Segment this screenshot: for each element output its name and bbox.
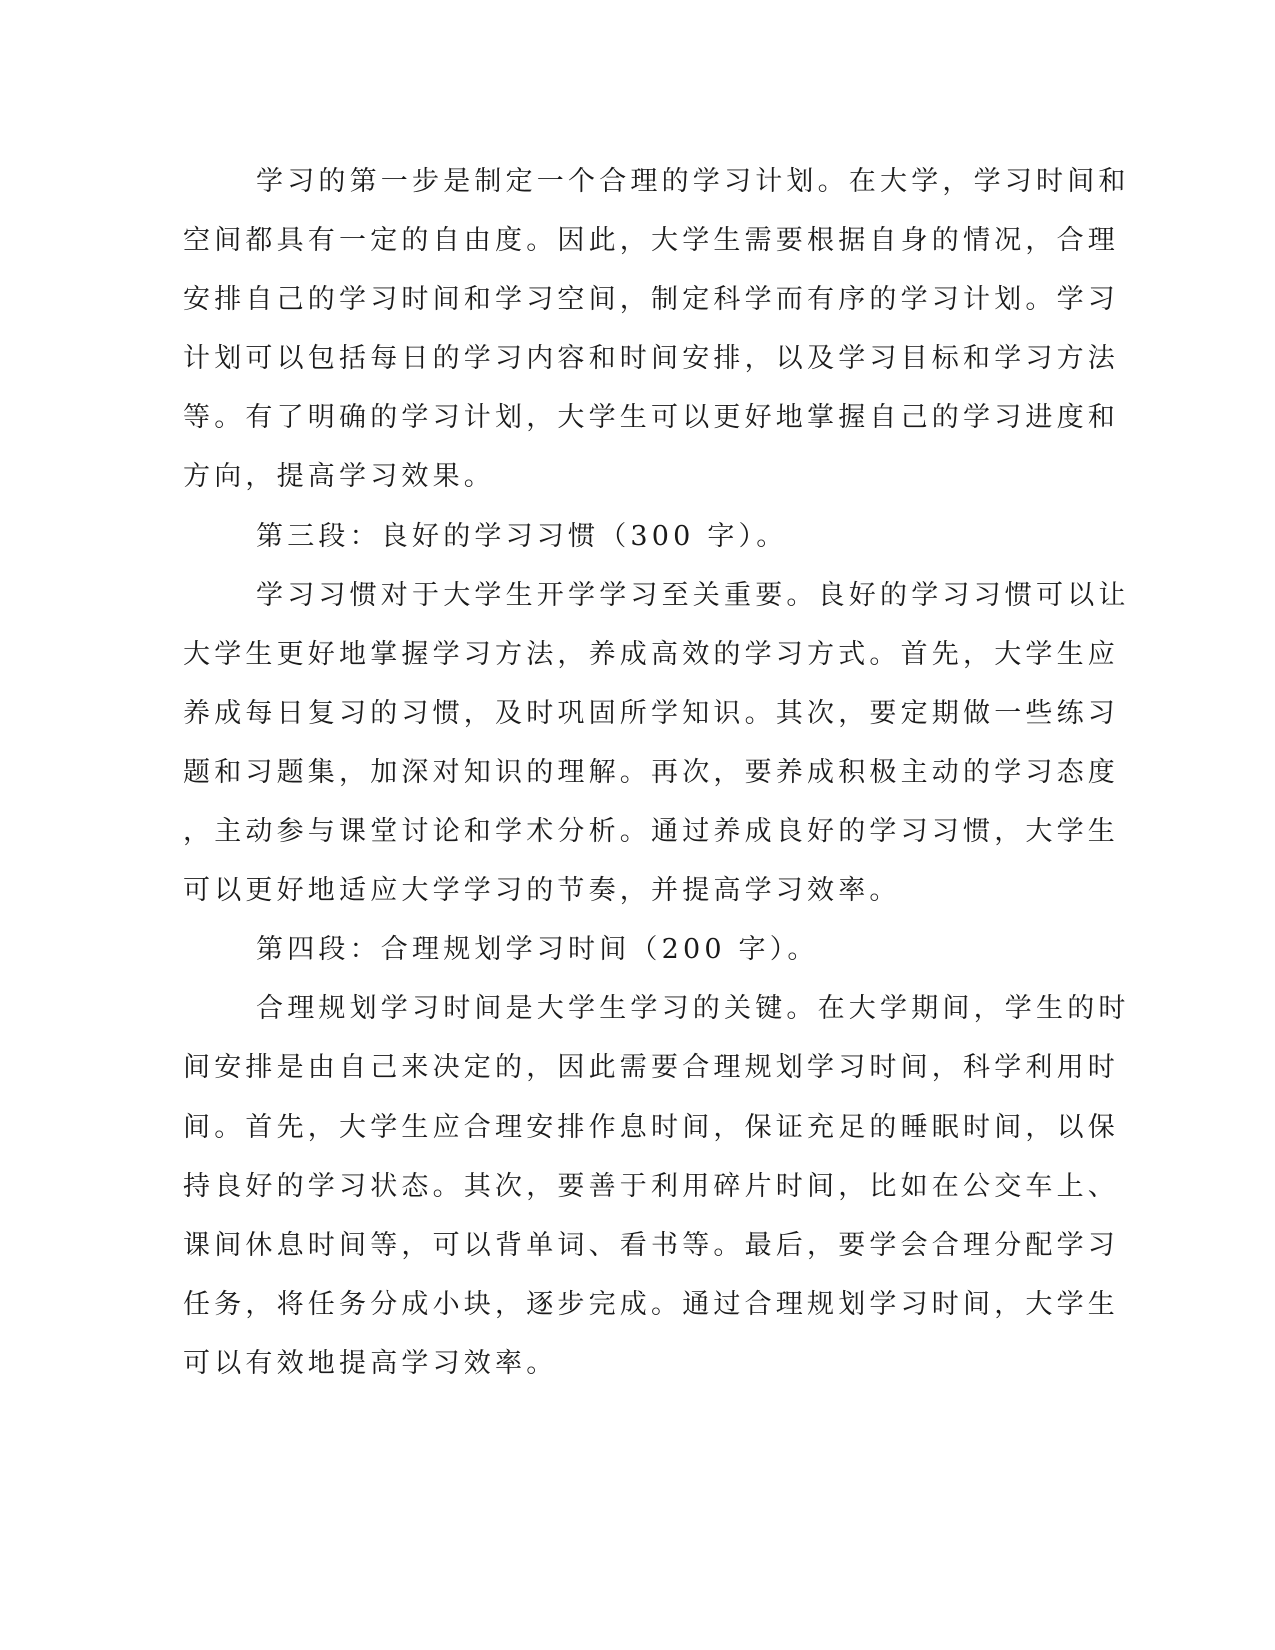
paragraph-line: 等。有了明确的学习计划，大学生可以更好地掌握自己的学习进度和 [183, 402, 1119, 434]
paragraph-line: 持良好的学习状态。其次，要善于利用碎片时间，比如在公交车上、 [183, 1170, 1119, 1202]
paragraph-line: 可以有效地提高学习效率。 [183, 1347, 558, 1379]
section-heading: 第三段：良好的学习习惯（300 字）。 [256, 520, 788, 552]
paragraph-line: 题和习题集，加深对知识的理解。再次，要养成积极主动的学习态度 [183, 756, 1119, 788]
paragraph-line: 空间都具有一定的自由度。因此，大学生需要根据自身的情况，合理 [183, 225, 1119, 257]
document-body [183, 152, 1130, 1393]
paragraph-line: 间安排是由自己来决定的，因此需要合理规划学习时间，科学利用时 [183, 1052, 1119, 1084]
section-heading: 第四段：合理规划学习时间（200 字）。 [256, 934, 819, 966]
paragraph-line: 间。首先，大学生应合理安排作息时间，保证充足的睡眠时间，以保 [183, 1111, 1119, 1143]
paragraph-line: ，主动参与课堂讨论和学术分析。通过养成良好的学习习惯，大学生 [183, 816, 1119, 848]
paragraph-line: 学习的第一步是制定一个合理的学习计划。在大学，学习时间和 [256, 166, 1130, 197]
paragraph-line: 合理规划学习时间是大学生学习的关键。在大学期间，学生的时 [256, 993, 1130, 1025]
paragraph-line: 课间休息时间等，可以背单词、看书等。最后，要学会合理分配学习 [183, 1229, 1119, 1261]
paragraph-line: 安排自己的学习时间和学习空间，制定科学而有序的学习计划。学习 [183, 284, 1119, 316]
paragraph-line: 任务，将任务分成小块，逐步完成。通过合理规划学习时间，大学生 [183, 1288, 1119, 1320]
paragraph-line: 计划可以包括每日的学习内容和时间安排，以及学习目标和学习方法 [183, 343, 1119, 375]
paragraph-line: 养成每日复习的习惯，及时巩固所学知识。其次，要定期做一些练习 [183, 697, 1119, 729]
paragraph-line: 方向，提高学习效果。 [183, 461, 495, 493]
paragraph-line: 可以更好地适应大学学习的节奏，并提高学习效率。 [183, 875, 901, 907]
paragraph-line: 大学生更好地掌握学习方法，养成高效的学习方式。首先，大学生应 [183, 638, 1119, 670]
paragraph-line: 学习习惯对于大学生开学学习至关重要。良好的学习习惯可以让 [256, 579, 1130, 611]
